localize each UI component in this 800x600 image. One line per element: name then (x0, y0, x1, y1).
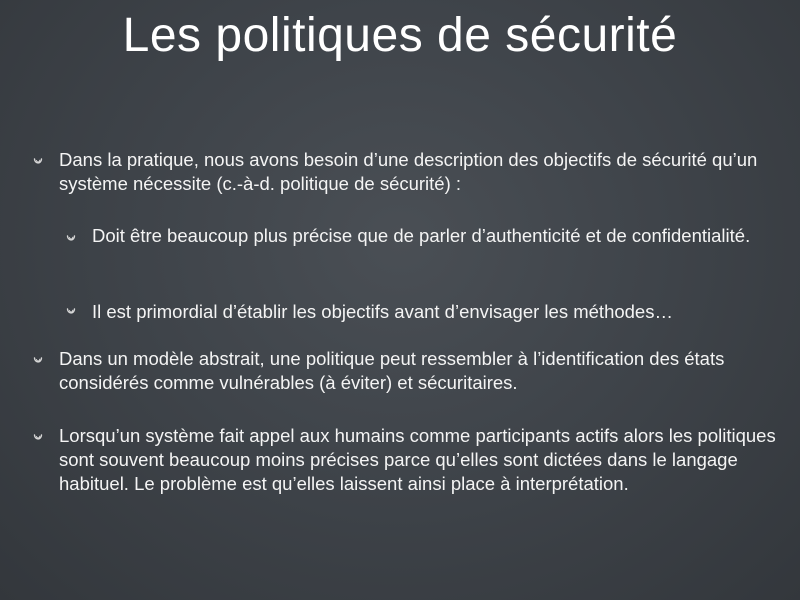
slide-title: Les politiques de sécurité (122, 9, 678, 62)
bullet-item-4 (59, 347, 769, 395)
bullet-text: Doit être beaucoup plus précise que de parler d’authenticité et de confidentialité. (92, 225, 751, 246)
bullet-text: Dans un modèle abstrait, une politique peut ressembler à l’identification des états considérés comme vulnérables (à éviter) et sécuritaires. (59, 348, 725, 393)
bullet-icon (33, 355, 43, 365)
bullet-icon (66, 233, 76, 243)
bullet-text: Lorsqu’un système fait appel aux humains comme participants actifs alors les politiques sont souvent beaucoup moins précises parce qu’elles sont dictées dans le langage habituel. Le problème est qu’elles laissent ainsi place à interprétation. (59, 425, 776, 494)
bullet-item-3 (92, 300, 792, 324)
bullet-item-5 (59, 424, 784, 496)
bullet-icon (33, 156, 43, 166)
bullet-icon (66, 306, 76, 316)
bullet-icon (33, 432, 43, 442)
bullet-item-2 (92, 224, 772, 248)
bullet-text: Dans la pratique, nous avons besoin d’une description des objectifs de sécurité qu’un système nécessite (c.-à-d. politique de sécurité) : (59, 149, 758, 194)
bullet-text: Il est primordial d’établir les objectifs avant d’envisager les méthodes… (92, 301, 673, 322)
bullet-item-1 (59, 148, 779, 196)
